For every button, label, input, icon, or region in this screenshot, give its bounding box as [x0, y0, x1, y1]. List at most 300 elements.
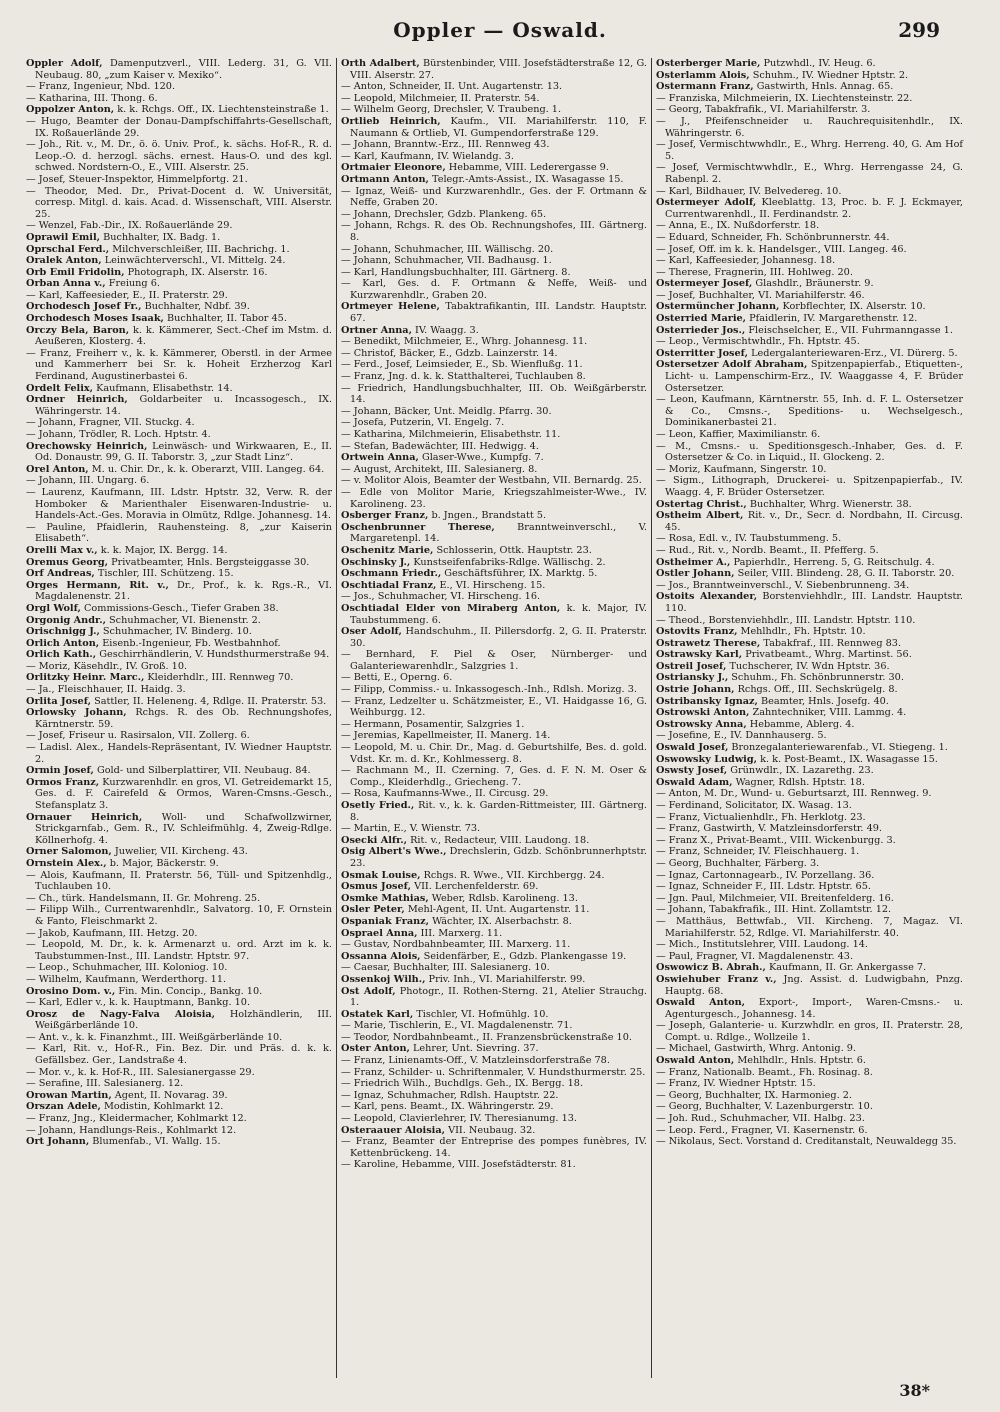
directory-entry [341, 487, 647, 510]
directory-entry [656, 1090, 963, 1102]
entry-details: — Michael, Gastwirth, Whrg. Antonig. 9. [656, 1043, 856, 1055]
entry-details: Privatbeamt., Whrg. Martinst. 56. [742, 649, 912, 661]
directory-entry [341, 928, 647, 940]
entry-details: Milchverschleißer, III. Bachrichg. 1. [109, 243, 290, 255]
entry-details: — Karl, pens. Beamt., IX. Währingerstr. 29. [341, 1101, 554, 1113]
directory-entry [341, 1101, 647, 1113]
directory-entry [656, 441, 963, 464]
entry-details: — Anton, Schneider, II. Unt. Augartenstr. 13. [341, 81, 563, 93]
directory-entry [656, 997, 963, 1020]
entry-surname: Osterried Marie, [656, 313, 747, 325]
directory-entry [656, 336, 963, 348]
entry-details: Tischler, III. Schützeng. 15. [94, 568, 234, 580]
entry-details: Gastwirth, Hnls. Annag. 65. [753, 81, 894, 93]
directory-entry [341, 464, 647, 476]
entry-details: — Franz, Gastwirth, V. Matzleinsdorferstr. 49. [656, 823, 882, 835]
directory-entry [656, 777, 963, 789]
directory-entry [341, 151, 647, 163]
directory-entry [341, 371, 647, 383]
entry-surname: Orlitzky Heinr. Marc., [26, 672, 145, 684]
directory-entry [656, 545, 963, 557]
entry-details: — Johann, Fragner, VII. Stuckg. 4. [26, 417, 195, 429]
entry-details: — Gustav, Nordbahnbeamter, III. Marxerg. 11. [341, 939, 571, 951]
entry-details: — Moriz, Käsehdlr., IV. Groß. 10. [26, 660, 188, 672]
directory-entry [26, 1078, 332, 1090]
directory-entry [341, 58, 647, 81]
entry-surname: Ortmaier Eleonore, [341, 162, 446, 174]
entry-surname: Ortlieb Heinrich, [341, 115, 441, 127]
entry-details: — Karl, Kaffeesieder, E., II. Praterstr. 29. [26, 289, 228, 301]
directory-entry [656, 1125, 963, 1137]
entry-details: Kleeblattg. 13, Proc. b. F. J. Eckmayer, Currentwarenhdl., II. Ferdinandstr. 2. [665, 197, 964, 220]
entry-details: — Karl, Ges. d. F. Ortmann & Neffe, Weiß- und Kurzwarenhdlr., Graben 20. [341, 278, 647, 301]
directory-entry [26, 986, 332, 998]
directory-columns [22, 58, 968, 1378]
entry-surname: Ostrie Johann, [656, 684, 735, 696]
entry-surname: Ostrawsky Karl, [656, 649, 743, 661]
directory-entry [26, 1090, 332, 1102]
directory-entry [656, 684, 963, 696]
entry-surname: Orowan Martin, [26, 1089, 112, 1101]
entry-details: — Franziska, Milchmeierin, IX. Liechtensteinstr. 22. [656, 92, 913, 104]
running-head: Oppler — Oswald. [393, 18, 607, 42]
entry-details: — Stefan, Badewächter, III. Hedwigg. 4. [341, 440, 539, 452]
entry-surname: Orosz de Nagy-Falva Aloisia, [26, 1008, 216, 1020]
directory-entry [656, 162, 963, 185]
entry-details: VII. Neubaug. 32. [445, 1124, 536, 1136]
directory-entry [341, 267, 647, 279]
entry-details: — Edle von Molitor Marie, Kriegszahlmeister-Wwe., IV. Karolineng. 23. [341, 486, 647, 510]
entry-details: — August, Architekt, III. Salesianerg. 8. [341, 463, 538, 475]
entry-details: Geschirrhändlerin, V. Hundsthurmerstraße 94. [96, 649, 330, 661]
entry-surname: Ostribansky Ignaz, [656, 695, 758, 707]
entry-details: Sattler, II. Heleneng. 4, Rdlge. II. Praterstr. 53. [91, 695, 327, 707]
directory-entry [26, 777, 332, 812]
entry-details: k. k. Kämmerer, Sect.-Chef im Mstm. d. Aeußeren, Klosterg. 4. [35, 324, 332, 348]
entry-details: — Alois, Kaufmann, II. Praterstr. 56, Tüll- und Spitzenhdlg., Tuchlauben 10. [26, 869, 332, 893]
directory-entry [341, 765, 647, 788]
directory-entry [341, 255, 647, 267]
entry-surname: Ortmeyer Helene, [341, 301, 440, 313]
directory-entry [341, 881, 647, 893]
directory-entry [656, 800, 963, 812]
directory-entry [656, 719, 963, 731]
entry-surname: Ostriansky J., [656, 672, 729, 684]
directory-entry [26, 81, 332, 93]
entry-surname: Orel Anton, [26, 463, 89, 475]
entry-surname: Osteraauer Aloisia, [341, 1124, 445, 1136]
entry-details: — Johann, Schuhmacher, VII. Badhausg. 1. [341, 255, 552, 267]
entry-details: — Josef, Off. im k. k. Handelsger., VIII. Langeg. 46. [656, 243, 907, 255]
entry-details: Commissions-Gesch., Tiefer Graben 38. [80, 602, 279, 614]
directory-entry [656, 707, 963, 719]
entry-details: Leinwäsch- und Wirkwaaren, E., II. Od. Donaustr. 99, G. II. Taborstr. 3, „zur Stadt Linz“. [35, 440, 332, 464]
directory-entry [341, 325, 647, 337]
directory-entry [656, 765, 963, 777]
entry-details: — Franz, Freiherr v., k. k. Kämmerer, Oberstl. in der Armee und Kammerherr bei Sr. k. Hoheit Erzherzog Karl Ferdinand, Augustinerbastei 6. [26, 347, 332, 383]
directory-entry [656, 510, 963, 533]
entry-details: Spitzenpapierfab., Etiquetten-, Licht- u. Lampenschirm-Erz., IV. Waaggasse 4, F. Brüder Ostersetzer. [665, 359, 963, 394]
entry-details: Mehl-Agent, II. Unt. Augartenstr. 11. [404, 904, 590, 916]
directory-entry [341, 800, 647, 823]
entry-surname: Orban Anna v., [26, 278, 106, 290]
directory-entry [341, 348, 647, 360]
directory-entry [26, 696, 332, 708]
directory-entry [26, 1125, 332, 1137]
entry-details: Mehlhdlr., Fh. Hptstr. 10. [737, 626, 866, 638]
entry-details: Rchgs. Off., III. Sechskrügelg. 8. [734, 684, 898, 696]
entry-details: k. k. Rchgs. Off., IX. Liechtensteinstraße 1. [114, 104, 329, 116]
directory-entry [656, 870, 963, 882]
entry-details: Schuhmacher, VI. Bienenstr. 2. [105, 614, 261, 626]
directory-entry [656, 742, 963, 754]
entry-surname: Osmak Louise, [341, 869, 421, 881]
entry-surname: Ort Johann, [26, 1136, 90, 1148]
directory-entry [341, 649, 647, 672]
directory-entry [26, 1113, 332, 1125]
directory-entry [656, 104, 963, 116]
entry-details: Pfaidlerin, IV. Margarethenstr. 12. [746, 313, 918, 325]
entry-details: — Caesar, Buchhalter, III. Salesianerg. 10. [341, 962, 550, 974]
entry-details: — Ignaz, Schneider F., III. Ldstr. Hptstr. 65. [656, 881, 871, 893]
directory-entry [26, 661, 332, 673]
entry-details: Fin. Min. Concip., Bankg. 10. [115, 985, 263, 997]
entry-details: — Eduard, Schneider, Fh. Schönbrunnerstr. 44. [656, 231, 890, 243]
entry-details: Beamter, Hnls. Josefg. 40. [757, 695, 889, 707]
entry-details: Kurzwarenhdlr. en gros, VI. Getreidemarkt 15, Ges. d. F. Cairefeld & Ormos, Waren-Cmsns.-Gesch., Stefansplatz 3. [35, 776, 332, 811]
entry-details: Mehlhdlr., Hnls. Hptstr. 6. [734, 1055, 866, 1067]
directory-entry [341, 209, 647, 221]
entry-details: Handschuhm., II. Pillersdorfg. 2, G. II. Praterstr. 30. [350, 626, 647, 649]
entry-details: Weber, Rdlsb. Karolineng. 13. [428, 892, 578, 904]
entry-surname: Ostertag Christ., [656, 498, 747, 510]
entry-details: — Georg, Buchhalter, Färberg. 3. [656, 857, 820, 869]
directory-entry [341, 986, 647, 1009]
entry-details: — Johann, Schuhmacher, III. Wällischg. 20. [341, 243, 554, 255]
entry-surname: Ost Adolf, [341, 985, 396, 997]
entry-surname: Orchodesch Moses Isaak, [26, 313, 164, 325]
entry-details: Ledergalanteriewaren-Erz., VI. Dürerg. 5. [748, 347, 958, 359]
directory-entry [341, 870, 647, 882]
entry-surname: Ortmann Anton, [341, 173, 429, 185]
directory-entry [656, 835, 963, 847]
entry-details: — Marie, Tischlerin, E., VI. Magdalenenstr. 71. [341, 1020, 573, 1032]
entry-surname: Osterrieder Jos., [656, 324, 746, 336]
entry-details: IV. Waagg. 3. [411, 324, 479, 336]
directory-entry [341, 278, 647, 301]
directory-entry [656, 429, 963, 441]
directory-entry [341, 301, 647, 324]
directory-entry [26, 962, 332, 974]
entry-details: — Karl, Bildhauer, IV. Belvedereg. 10. [656, 185, 842, 197]
directory-entry [656, 568, 963, 580]
entry-details: — Joh. Rud., Schuhmacher, VII. Halbg. 23. [656, 1113, 865, 1125]
entry-surname: Oswald Anton, [656, 1055, 735, 1067]
directory-entry [341, 336, 647, 348]
entry-details: Schuhm., IV. Wiedner Hptstr. 2. [749, 69, 909, 81]
entry-surname: Ossenkoj Wilh., [341, 973, 426, 985]
entry-surname: Osetly Fried., [341, 800, 415, 811]
entry-details: Woll- und Schafwollzwirner, Strickgarnfab., Gem. R., IV. Schleifmühlg. 4, Zweig-Rdlge. Köllnerhofg. 4. [35, 811, 332, 846]
directory-entry [656, 220, 963, 232]
entry-surname: Orner Salomon, [26, 846, 112, 858]
entry-details: — Ch., türk. Handelsmann, II. Gr. Mohreng. 25. [26, 892, 261, 904]
entry-details: — Leopold, Clavierlehrer, IV. Theresianumg. 13. [341, 1113, 577, 1125]
entry-details: — Mor. v., k. k. Hof-R., III. Salesianergasse 29. [26, 1066, 255, 1078]
directory-entry [656, 939, 963, 951]
entry-surname: Orlich Anton, [26, 637, 100, 649]
entry-details: — Katharina, Milchmeierin, Elisabethstr. 11. [341, 429, 561, 440]
directory-entry [341, 1090, 647, 1102]
entry-details: — Hermann, Posamentir, Salzgries 1. [341, 718, 525, 730]
directory-entry [656, 788, 963, 800]
entry-surname: Oschinsky J., [341, 556, 411, 568]
entry-details: Putzwhdl., IV. Heug. 6. [760, 58, 876, 69]
entry-details: — Johann, Branntw.-Erz., III. Rennweg 43. [341, 139, 550, 151]
entry-surname: Osmus Josef, [341, 881, 412, 893]
entry-details: — Rosa, Kaufmanns-Wwe., II. Circusg. 29. [341, 788, 549, 800]
directory-entry [341, 139, 647, 151]
entry-details: — Betti, E., Operng. 6. [341, 672, 453, 684]
directory-entry [656, 1067, 963, 1079]
entry-details: Leinwächterverschl., VI. Mittelg. 24. [101, 255, 286, 267]
directory-entry [341, 1159, 647, 1171]
entry-details: — Leopold, Milchmeier, II. Praterstr. 54. [341, 92, 540, 104]
directory-entry [656, 348, 963, 360]
entry-surname: Oster Anton, [341, 1043, 410, 1055]
directory-entry [656, 615, 963, 627]
entry-details: Buchhalter, Whrg. Wienerstr. 38. [746, 498, 912, 510]
entry-details: b. Jngen., Brandstatt 5. [428, 510, 547, 522]
entry-surname: Ostermann Franz, [656, 81, 754, 93]
entry-details: — Paul, Fragner, VI. Magdalenenstr. 43. [656, 950, 854, 962]
directory-entry [341, 1125, 647, 1137]
entry-details: — Jos., Branntweinverschl., V. Siebenbrunneng. 34. [656, 579, 910, 591]
entry-details: — Nikolaus, Sect. Vorstand d. Creditanstalt, Neuwaldegg 35. [656, 1136, 957, 1148]
directory-entry [341, 719, 647, 731]
directory-entry [26, 464, 332, 476]
entry-details: — Johann, III. Ungarg. 6. [26, 475, 150, 487]
directory-entry [341, 568, 647, 580]
directory-entry [656, 858, 963, 870]
entry-details: — Christof, Bäcker, E., Gdzb. Lainzerstr. 14. [341, 347, 558, 359]
entry-details: — Laurenz, Kaufmann, III. Ldstr. Hptstr. 32, Verw. R. der Homboker & Marienthaler Eisenwaren-Industrie- u. Handels-Act.-Ges. Moravia in Olmütz, Rdlge. Johannesg. 14. [26, 486, 332, 522]
entry-details: — Johann, Handlungs-Reis., Kohlmarkt 12. [26, 1124, 237, 1136]
entry-surname: Oremus Georg, [26, 556, 108, 568]
entry-details: — Matthäus, Bettwfab., VII. Kircheng. 7, Magaz. VI. Mariahilferstr. 52, Rdlge. VI. Mariahilferstr. 40. [656, 915, 963, 939]
directory-entry [26, 93, 332, 105]
directory-entry [341, 835, 647, 847]
directory-entry [26, 765, 332, 777]
entry-details: — Karl, Kaffeesieder, Johannesg. 18. [656, 255, 836, 267]
directory-entry [26, 174, 332, 186]
entry-details: Photograph, IX. Alserstr. 16. [124, 266, 268, 278]
entry-details: Glashdlr., Bräunerstr. 9. [752, 278, 874, 290]
directory-entry [341, 1043, 647, 1055]
entry-surname: Orechowsky Heinrich, [26, 440, 148, 452]
entry-details: — J., Pfeifenschneider u. Rauchrequisitenhdlr., IX. Währingerstr. 6. [656, 115, 963, 139]
directory-entry [656, 730, 963, 742]
directory-entry [656, 754, 963, 766]
column-2 [337, 58, 652, 1378]
entry-surname: Ostermüncher Johann, [656, 301, 780, 313]
directory-entry [656, 1020, 963, 1043]
directory-entry [341, 591, 647, 603]
entry-details: — Leop., Vermischtwhdlr., Fh. Hptstr. 45. [656, 336, 860, 348]
directory-entry [341, 522, 647, 545]
entry-details: — Josef, Buchhalter, VI. Mariahilferstr. 46. [656, 289, 865, 301]
directory-entry [26, 870, 332, 893]
entry-details: — Joseph, Galanterie- u. Kurzwhdlr. en gros, II. Praterstr. 28, Compt. u. Rdlge., Wollzeile 1. [656, 1020, 963, 1043]
directory-entry [26, 255, 332, 267]
entry-details: — Wilhelm Georg, Drechsler, V. Traubeng. 1. [341, 104, 562, 116]
page-number: 299 [898, 18, 940, 42]
entry-surname: Orczy Bela, Baron, [26, 324, 130, 336]
directory-entry [26, 278, 332, 290]
entry-details: E., VI. Hirscheng. 15. [436, 579, 546, 591]
entry-surname: Ospaniak Franz, [341, 915, 430, 927]
directory-entry [341, 104, 647, 116]
directory-entry [26, 313, 332, 325]
entry-details: — Therese, Fragnerin, III. Hohlweg. 20. [656, 266, 853, 278]
directory-entry [341, 174, 647, 186]
entry-details: — Ignaz, Weiß- und Kurzwarenhdlr., Ges. der F. Ortmann & Neffe, Graben 20. [341, 185, 647, 209]
directory-entry [341, 475, 647, 487]
directory-entry [656, 812, 963, 824]
directory-entry [26, 104, 332, 116]
directory-entry [656, 1055, 963, 1067]
directory-entry [656, 394, 963, 429]
entry-details: — Franz X., Privat-Beamt., VIII. Wickenburgg. 3. [656, 834, 896, 846]
directory-entry [341, 383, 647, 406]
directory-entry [26, 220, 332, 232]
entry-details: — Johann, Bäcker, Unt. Meidlg. Pfarrg. 30. [341, 405, 552, 417]
entry-details: — Franz, Jng., Kleidermacher, Kohlmarkt 12. [26, 1113, 247, 1125]
directory-entry [341, 429, 647, 441]
entry-details: — Karl, Edler v., k. k. Hauptmann, Bankg. 10. [26, 997, 251, 1009]
entry-details: Wächter, IX. Alserbachstr. 8. [429, 915, 572, 927]
entry-surname: Orlowsky Johann, [26, 707, 127, 719]
directory-entry [341, 893, 647, 905]
entry-details: — Friedrich Wilh., Buchdlgs. Geh., IX. Bergg. 18. [341, 1078, 584, 1090]
entry-surname: Oppler Adolf, [26, 58, 103, 69]
entry-details: Gold- und Silberplattirer, VII. Neubaug. 84. [93, 765, 311, 777]
entry-details: — Georg, Buchhalter, IX. Harmonieg. 2. [656, 1089, 852, 1101]
entry-surname: Ostrowski Anton, [656, 707, 750, 719]
entry-surname: Osberger Franz, [341, 510, 429, 522]
entry-details: — Leopold, M. Dr., k. k. Armenarzt u. ord. Arzt im k. k. Taubstummen-Inst., III. Landstr. Hptstr. 97. [26, 939, 332, 962]
directory-entry [656, 881, 963, 893]
entry-details: — Josef, Vermischtwwhdlr., E., Whrg. Herrengasse 24, G. Rabenpl. 2. [656, 162, 963, 185]
directory-entry [656, 846, 963, 858]
entry-surname: Ostreil Josef, [656, 660, 727, 672]
directory-entry [341, 116, 647, 139]
directory-entry [26, 672, 332, 684]
entry-details: III. Marxerg. 11. [417, 927, 503, 939]
entry-surname: Oswald Adam, [656, 776, 733, 788]
entry-surname: Ossanna Alois, [341, 950, 421, 962]
entry-surname: Ormos Franz, [26, 776, 100, 788]
entry-details: — Georg, Tabakfrafik., VI. Mariahilferstr. 3. [656, 104, 871, 116]
entry-surname: Ostersetzer Adolf Abraham, [656, 359, 808, 371]
directory-entry [341, 603, 647, 626]
entry-details: — Ignaz, Schuhmacher, Rdlsh. Hauptstr. 22. [341, 1089, 559, 1101]
entry-surname: Orlich Kath., [26, 649, 97, 661]
directory-entry [26, 475, 332, 487]
entry-details: — Franz, Linienamts-Off., V. Matzleinsdorferstraße 78. [341, 1055, 610, 1067]
directory-entry [26, 301, 332, 313]
entry-details: — Wenzel, Fab.-Dir., IX. Roßauerlände 29. [26, 220, 233, 232]
directory-entry [341, 823, 647, 835]
directory-entry [26, 1101, 332, 1113]
entry-surname: Ornauer Heinrich, [26, 811, 143, 823]
directory-entry [656, 313, 963, 325]
directory-entry [656, 1101, 963, 1113]
entry-details: — Moriz, Kaufmann, Singerstr. 10. [656, 463, 827, 475]
directory-entry [656, 93, 963, 105]
directory-entry [26, 707, 332, 730]
entry-surname: Ostatek Karl, [341, 1008, 414, 1020]
directory-entry [656, 672, 963, 684]
directory-entry [656, 116, 963, 139]
entry-details: Kaufmann, II. Gr. Ankergasse 7. [765, 962, 927, 974]
entry-surname: Ormin Josef, [26, 765, 94, 777]
directory-entry [26, 649, 332, 661]
entry-details: Seidenfärber, E., Gdzb. Plankengasse 19. [420, 950, 627, 962]
entry-surname: Oprschal Ferd., [26, 243, 110, 255]
directory-entry [341, 417, 647, 429]
directory-entry [656, 823, 963, 835]
entry-surname: Orelli Max v., [26, 544, 98, 556]
entry-surname: Oppolzer Anton, [26, 104, 115, 116]
directory-entry [341, 545, 647, 557]
directory-entry [341, 742, 647, 765]
directory-entry [656, 267, 963, 279]
directory-entry [656, 325, 963, 337]
entry-details: — Jgn. Paul, Milchmeier, VII. Breitenfelderg. 16. [656, 892, 894, 904]
entry-details: — Karl, Handlungsbuchhalter, III. Gärtnerg. 8. [341, 266, 571, 278]
entry-details: Export-, Import-, Waren-Cmsns.- u. Agenturgesch., Johannesg. 14. [665, 997, 964, 1020]
directory-entry [341, 1136, 647, 1159]
directory-entry [656, 951, 963, 963]
entry-details: Hebamme, Ablerg. 4. [746, 718, 855, 730]
entry-details: Freiung 6. [105, 278, 160, 290]
entry-details: — Theodor, Med. Dr., Privat-Docent d. W. Universität, corresp. Mitgl. d. kais. Acad. d. Wissenschaft, VIII. Alserstr. 25. [26, 185, 332, 220]
entry-details: Rit. v., Dr., Secr. d. Nordbahn, II. Circusg. 45. [665, 510, 963, 533]
entry-details: — Franz, Ledzelter u. Schätzmeister, E., VI. Haidgasse 16, G. Weihburgg. 12. [341, 695, 647, 719]
directory-entry [26, 186, 332, 221]
entry-surname: Ostler Johann, [656, 568, 735, 580]
entry-details: Geschäftsführer, IX. Marktg. 5. [441, 568, 598, 580]
directory-entry [656, 232, 963, 244]
entry-details: Agent, II. Novarag. 39. [111, 1089, 228, 1101]
entry-surname: Osecki Alfr., [341, 834, 408, 846]
entry-details: Schuhmacher, IV. Binderg. 10. [99, 626, 252, 638]
entry-details: — Franz, Nationalb. Beamt., Fh. Rosinag. 8. [656, 1066, 873, 1078]
entry-details: — Mich., Institutslehrer, VIII. Laudong. 14. [656, 939, 868, 951]
directory-entry [656, 464, 963, 476]
entry-surname: Orb Emil Fridolin, [26, 266, 125, 278]
directory-entry [26, 928, 332, 940]
entry-details: Korbflechter, IX. Alserstr. 10. [779, 301, 926, 313]
directory-entry [656, 278, 963, 290]
directory-entry [26, 939, 332, 962]
entry-details: — Josef, Vermischtwwhdlr., E., Whrg. Herreng. 40, G. Am Hof 5. [656, 139, 963, 162]
entry-surname: Osler Peter, [341, 904, 405, 916]
directory-entry [341, 939, 647, 951]
directory-entry [26, 394, 332, 417]
directory-entry [26, 557, 332, 569]
